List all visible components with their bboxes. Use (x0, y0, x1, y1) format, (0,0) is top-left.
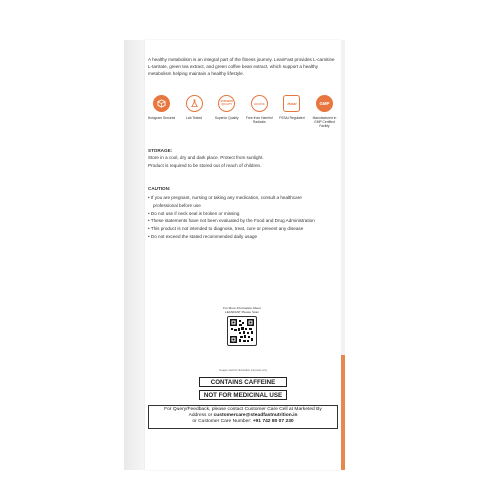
quality-seal-icon: SUPERIOR QUALITY (218, 95, 235, 112)
feature-free-radicals (244, 95, 275, 137)
fssai-logo-icon: fssai (283, 95, 300, 112)
qr-code[interactable] (227, 316, 257, 346)
lab-flask-icon (186, 95, 203, 112)
orange-accent-strip (341, 355, 345, 470)
feature-label: Superior Quality (214, 116, 239, 120)
storage-heading: STORAGE: (148, 148, 173, 153)
customer-care-email[interactable]: customercare@steadfastnutrition.in (213, 413, 298, 418)
feature-icons-row (146, 95, 340, 137)
footer-text: or Customer Care Number: (192, 419, 253, 424)
feature-label: Hologram Secured (147, 116, 176, 120)
caution-list (148, 194, 338, 241)
box-left-side (124, 40, 145, 470)
feature-label: Manufactured in GMP Certified Facility (312, 116, 337, 129)
caution-item: • Do not exceed the stated recommended daily usage (148, 233, 258, 239)
caution-heading: CAUTION: (148, 186, 171, 191)
hologram-icon (153, 95, 170, 112)
feature-superior-quality (211, 95, 242, 137)
footer-text: Address or (188, 413, 214, 418)
customer-care-phone[interactable]: +91 742 80 07 230 (252, 419, 294, 424)
feature-fssai (276, 95, 307, 137)
caution-item: • These statements have not been evaluated by the Food and Drug Administration (148, 218, 315, 224)
storage-line: Product is required to be stored out of reach of children. (148, 162, 262, 168)
feature-label: Lab Tested (186, 116, 203, 120)
caution-item: • If you are pregnant, nursing or taking any medication, consult a healthcare (148, 195, 302, 200)
qr-code-icon (230, 319, 254, 343)
feature-label: Free from Harmful Radicals (245, 116, 273, 125)
footer-line: For Query/Feedback, please contact Customer Care Cell at Marketed By (164, 407, 322, 412)
caffeine-badge: CONTAINS CAFFEINE (199, 377, 287, 387)
customer-care-box (148, 405, 338, 429)
not-medicinal-badge: NOT FOR MEDICINAL USE (199, 390, 287, 400)
footer-line (149, 419, 337, 425)
feature-gmp (309, 95, 340, 137)
feature-lab-tested (179, 95, 210, 137)
storage-text (148, 154, 338, 170)
gmp-certified-icon: GMP (316, 95, 333, 112)
caution-item: • Do not use if neck seal is broken or missing (148, 210, 240, 216)
illustration-note: Images used for illustration purposes only (219, 369, 267, 372)
radicals-icon: AO·R.S (251, 95, 268, 112)
storage-line: Store in a cool, dry and dark place. Protect from sunlight. (148, 155, 264, 160)
intro-text: A healthy metabolism is an integral part of the fitness journey. LeanFast provides L-carnitine L-tartrate, green tea extract, and green coffee bean extract, which support a healthy metabolism helping maintain a healthy lifestyle. (148, 57, 335, 77)
feature-hologram (146, 95, 177, 137)
qr-block (222, 306, 262, 346)
caution-item: professional before use (153, 202, 201, 208)
qr-caption: For More Information About LEANFAST Please Scan (223, 306, 261, 314)
feature-label: FSSAI Regulated (279, 116, 305, 120)
caution-item: • This product is not intended to diagnose, treat, cure or prevent any disease (148, 226, 304, 232)
